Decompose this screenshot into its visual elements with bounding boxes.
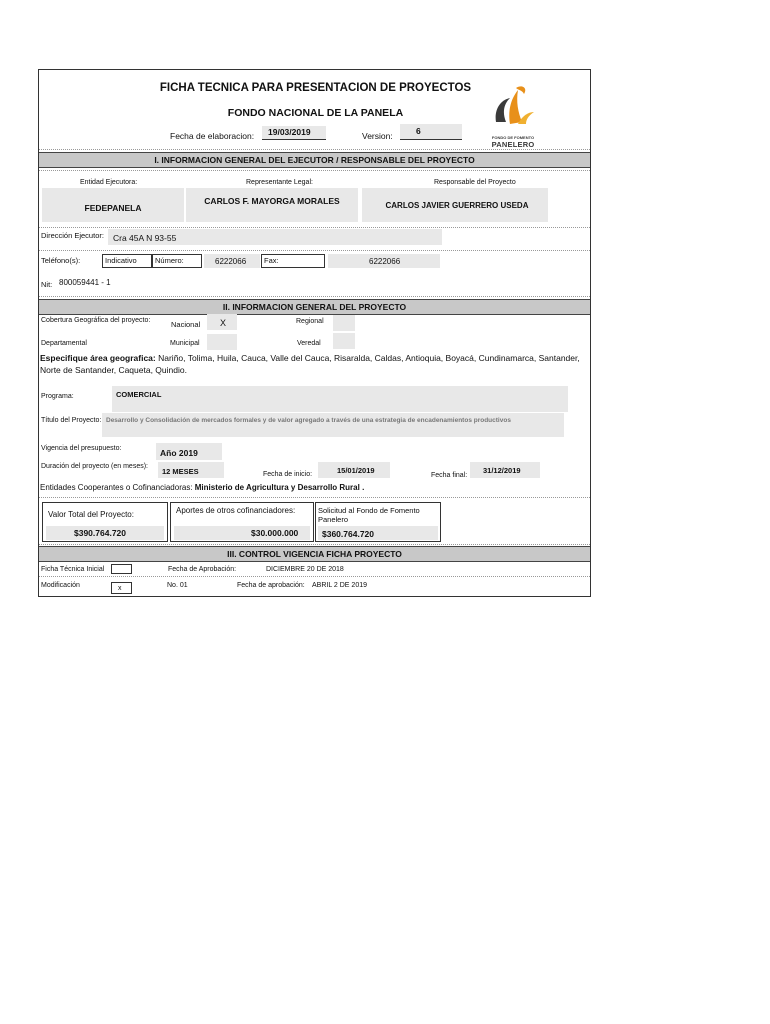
- version-underline: [400, 139, 462, 140]
- direccion-value: Cra 45A N 93-55: [113, 233, 177, 243]
- logo-text-small: FONDO DE FOMENTO: [491, 135, 535, 140]
- entidad-value: FEDEPANELA: [84, 203, 142, 213]
- municipal-label: Municipal: [170, 340, 200, 347]
- version-label: Version:: [362, 131, 393, 141]
- representante-label: Representante Legal:: [246, 179, 313, 186]
- fecha-final-value: 31/12/2019: [483, 466, 521, 475]
- regional-label: Regional: [296, 318, 324, 325]
- solicitud-label-line1: Solicitud al Fondo de Fomento: [318, 506, 420, 515]
- fecha-aprobacion-label: Fecha de Aprobación:: [168, 566, 237, 573]
- fecha-elaboracion-label: Fecha de elaboracion:: [170, 131, 255, 141]
- programa-value: COMERCIAL: [116, 390, 162, 399]
- veredal-checkbox[interactable]: [333, 333, 355, 349]
- version-value: 6: [416, 126, 421, 136]
- cooperantes-label: Entidades Cooperantes o Cofinanciadoras:: [40, 483, 193, 492]
- programa-label: Programa:: [41, 393, 74, 400]
- fecha-aprobacion-2-label: Fecha de aprobación:: [237, 582, 305, 589]
- vigencia-value: Año 2019: [160, 448, 198, 458]
- direccion-label: Dirección Ejecutor:: [41, 231, 104, 240]
- nacional-mark: X: [220, 318, 227, 328]
- regional-checkbox[interactable]: [333, 315, 355, 331]
- modificacion-mark: x: [118, 585, 122, 592]
- numero-value: 6222066: [215, 257, 247, 266]
- especifique-value-line2: Norte de Santander, Caqueta, Quindio.: [40, 364, 187, 375]
- municipal-checkbox[interactable]: [207, 334, 237, 350]
- solicitud-label: [318, 506, 420, 524]
- titulo-label: Título del Proyecto:: [41, 417, 102, 424]
- indicativo-label: Indicativo: [105, 256, 137, 265]
- solicitud-value: $360.764.720: [322, 529, 374, 539]
- form-subtitle: FONDO NACIONAL DE LA PANELA: [227, 107, 404, 119]
- especifique-label: Especifique área geografica:: [40, 353, 156, 363]
- ficha-inicial-checkbox[interactable]: [111, 564, 132, 574]
- numero-label: Número:: [155, 256, 184, 265]
- fecha-aprobacion-value: DICIEMBRE 20 DE 2018: [266, 566, 344, 573]
- divider: [39, 250, 590, 251]
- nacional-label: Nacional: [171, 320, 201, 329]
- divider: [39, 149, 590, 150]
- cobertura-label: Cobertura Geográfica del proyecto:: [41, 317, 151, 324]
- divider: [39, 497, 590, 498]
- cooperantes-text: [40, 483, 364, 492]
- divider: [39, 544, 590, 545]
- divider: [39, 170, 590, 171]
- area-geografica-text: [40, 353, 590, 376]
- modificacion-number: No. 01: [167, 582, 188, 589]
- representante-value: CARLOS F. MAYORGA MORALES: [204, 196, 340, 206]
- fecha-inicio-label: Fecha de inicio:: [263, 471, 313, 478]
- fecha-elaboracion-value: 19/03/2019: [268, 127, 311, 137]
- divider: [39, 227, 590, 228]
- modificacion-label: Modificación: [41, 582, 80, 589]
- aportes-value: $30.000.000: [251, 528, 299, 538]
- section3-title: III. CONTROL VIGENCIA FICHA PROYECTO: [39, 546, 590, 562]
- valor-total-value: $390.764.720: [74, 528, 126, 538]
- titulo-value: Desarrollo y Consolidación de mercados formales y de valor agregado a través de una estrategia de encadenamientos productivos: [106, 417, 511, 424]
- section1-title: I. INFORMACION GENERAL DEL EJECUTOR / RESPONSABLE DEL PROYECTO: [39, 152, 590, 168]
- divider: [39, 576, 590, 577]
- entidad-label: Entidad Ejecutora:: [80, 179, 138, 186]
- cooperantes-value: Ministerio de Agricultura y Desarrollo Rural .: [192, 483, 365, 492]
- duracion-label: Duración del proyecto (en meses):: [41, 463, 148, 470]
- programa-field[interactable]: [112, 386, 568, 412]
- telefono-label: Teléfono(s):: [41, 256, 81, 265]
- fax-value: 6222066: [369, 257, 401, 266]
- duracion-value: 12 MESES: [162, 467, 199, 476]
- fax-label: Fax:: [264, 256, 279, 265]
- logo-text: PANELERO: [491, 140, 535, 149]
- divider: [39, 296, 590, 297]
- form-title: FICHA TECNICA PARA PRESENTACION DE PROYECTOS: [159, 82, 472, 94]
- especifique-value: Nariño, Tolima, Huila, Cauca, Valle del Cauca, Risaralda, Caldas, Antioquia, Boyacá, Cundinamarca, Santander,: [155, 353, 580, 363]
- fecha-aprobacion-2-value: ABRIL 2 DE 2019: [312, 582, 367, 589]
- aportes-label: Aportes de otros cofinanciadores:: [176, 506, 296, 515]
- nit-label: Nit:: [41, 280, 53, 289]
- fecha-inicio-value: 15/01/2019: [337, 466, 375, 475]
- fecha-final-label: Fecha final:: [431, 472, 468, 479]
- responsable-label: Responsable del Proyecto: [434, 179, 516, 186]
- section2-title: II. INFORMACION GENERAL DEL PROYECTO: [39, 299, 590, 315]
- veredal-label: Veredal: [297, 340, 321, 347]
- nit-value: 800059441 - 1: [59, 278, 111, 287]
- responsable-value: CARLOS JAVIER GUERRERO USEDA: [385, 201, 529, 210]
- valor-total-label: Valor Total del Proyecto:: [48, 510, 134, 519]
- solicitud-label-line2: Panelero: [318, 515, 349, 524]
- fecha-underline: [262, 139, 326, 140]
- vigencia-label: Vigencia del presupuesto:: [41, 445, 122, 452]
- ficha-inicial-label: Ficha Técnica Inicial: [41, 566, 105, 573]
- fondo-panelero-logo: [488, 82, 538, 149]
- departamental-label: Departamental: [41, 340, 87, 347]
- version-field[interactable]: [400, 124, 462, 139]
